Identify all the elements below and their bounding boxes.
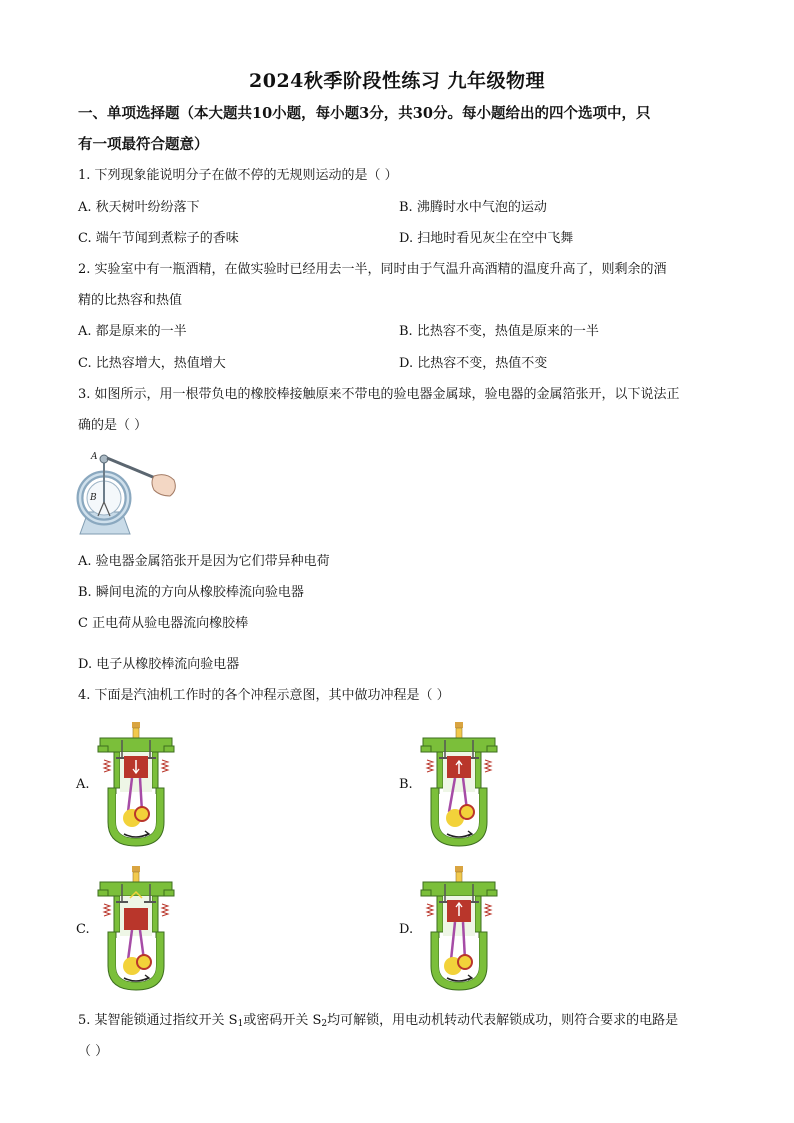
q1-option-d: D. 扫地时看见灰尘在空中飞舞 [399,231,574,246]
q3-stem-line1: 3. 如图所示，用一根带负电的橡胶棒接触原来不带电的验电器金属球，验电器的金属箔张开，以下说法正 [78,387,680,402]
q3-option-b: B. 瞬间电流的方向从橡胶棒流向验电器 [78,585,304,600]
engine-diagram-d [415,866,503,994]
section-heading-line2: 有一项最符合题意） [78,136,209,153]
q5-subscript-1: 1 [237,1019,244,1029]
q1-option-b: B. 沸腾时水中气泡的运动 [399,200,547,215]
q5-stem-line2: （ ） [78,1044,109,1059]
q2-stem-line1: 2. 实验室中有一瓶酒精，在做实验时已经用去一半，同时由于气温升高酒精的温度升高了，则剩余的酒 [78,262,667,277]
q3-option-c: C 正电荷从验电器流向橡胶棒 [78,616,249,631]
q4-option-d-label: D. [399,922,414,937]
q4-option-b-label: B. [399,777,413,792]
figure-label-a: A [91,452,98,462]
engine-diagram-c [92,866,180,994]
q4-option-c-label: C. [76,922,90,937]
q2-option-b: B. 比热容不变，热值是原来的一半 [399,324,599,339]
q3-option-a: A. 验电器金属箔张开是因为它们带异种电荷 [78,554,330,569]
figure-label-b: B [90,493,97,503]
q5-stem-line1 [78,1012,678,1033]
q4-stem: 4. 下面是汽油机工作时的各个冲程示意图，其中做功冲程是（ ） [78,688,450,703]
page-title: 2024秋季阶段性练习 九年级物理 [249,70,545,92]
q5-stem-part1: 5. 某智能锁通过指纹开关 S [78,1013,238,1028]
engine-diagram-b [415,722,503,850]
q2-option-d: D. 比热容不变，热值不变 [399,356,548,371]
q4-option-a-label: A. [76,777,90,792]
q3-stem-line2: 确的是（ ） [78,418,148,433]
q2-option-a: A. 都是原来的一半 [78,324,187,339]
q2-option-c: C. 比热容增大，热值增大 [78,356,226,371]
section-heading [78,98,728,160]
q3-option-d: D. 电子从橡胶棒流向验电器 [78,657,240,672]
q1-option-a: A. 秋天树叶纷纷落下 [78,200,200,215]
q5-stem-part3: 均可解锁，用电动机转动代表解锁成功，则符合要求的电路是 [327,1013,679,1028]
q2-stem-line2: 精的比热容和热值 [78,293,183,308]
engine-diagram-a [92,722,180,850]
electroscope-figure [74,446,180,538]
q1-option-c: C. 端午节闻到煮粽子的香味 [78,231,239,246]
q5-stem-part2: 或密码开关 S [243,1013,322,1028]
q1-stem: 1. 下列现象能说明分子在做不停的无规则运动的是（ ） [78,168,398,183]
q5-subscript-2: 2 [321,1019,328,1029]
section-heading-line1: 一、单项选择题（本大题共10小题，每小题3分，共30分。每小题给出的四个选项中，只 [78,105,651,122]
